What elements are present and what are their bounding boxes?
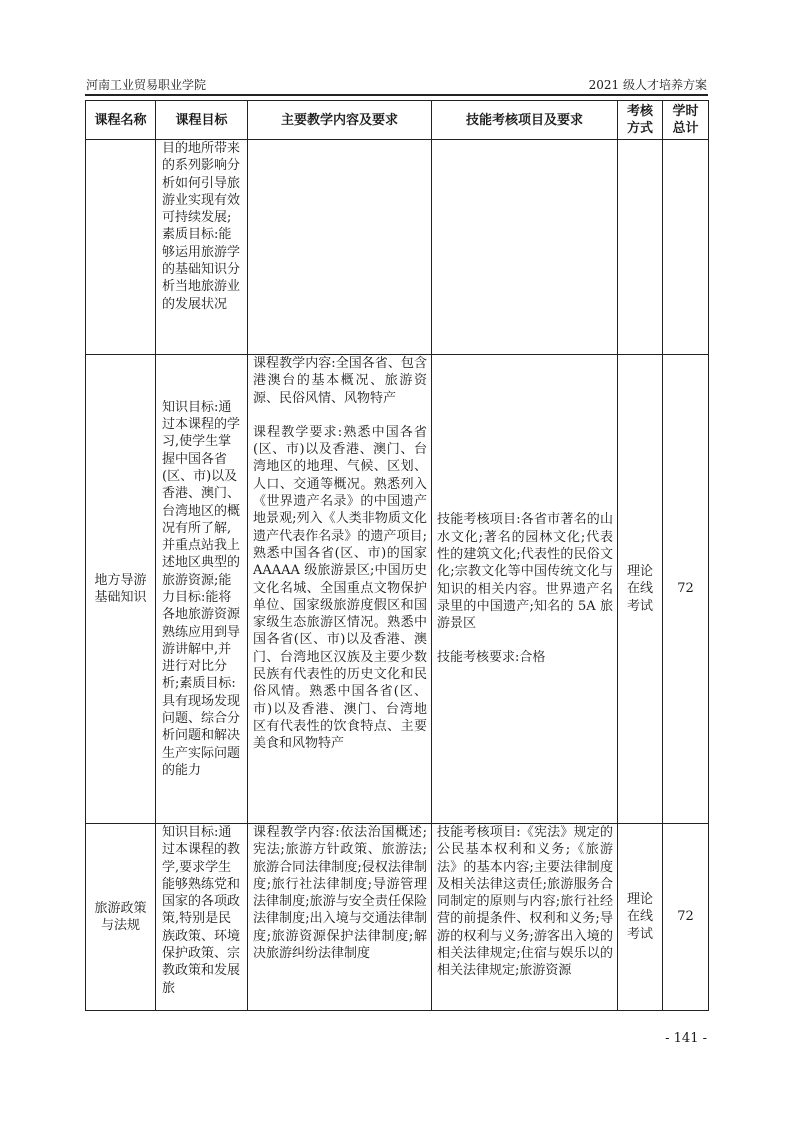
content-cell (248, 140, 432, 355)
hours-cell: 72 (663, 355, 709, 824)
column-header-method: 考核方式 (618, 101, 663, 140)
course-goal-cell: 知识目标:通过本课程的教学,要求学生能够熟练党和国家的各项政策,特别是民族政策、环境保护政策、宗教政策和发展旅 (156, 824, 248, 1011)
column-header-hours: 学时总计 (663, 101, 709, 140)
content-paragraph: 课程教学要求:熟悉中国各省(区、市)以及香港、澳门、台湾地区的地理、气候、区划、人口、交通等概况。熟悉列入《世界遗产名录》的中国遗产地景观;列入《人类非物质文化遗产代表作名录》的遗产项目;熟悉中国各省(区、市)的国家 AAAAA 级旅游景区;中国历史文化名城、全国重点文物保护单位、国家级旅游度假区和国家级生态旅游区情况。熟悉中国各省(区、市)以及香港、澳门、台湾地区汉族及主要少数民族有代表性的历史文化和民俗风情。熟悉中国各省(区、市)以及香港、澳门、台湾地区有代表性的饮食特点、主要美食和风物特产 (253, 424, 427, 752)
content-paragraph: 课程教学内容:依法治国概述;宪法;旅游方针政策、旅游法;旅游合同法律制度;侵权法律制度;旅行社法律制度;导游管理法律制度;旅游与安全责任保险法律制度;出入境与交通法律制度;旅游资源保护法律制度;解决旅游纠纷法律制度 (253, 825, 427, 962)
method-cell (618, 140, 663, 355)
method-cell: 理论在线考试 (618, 824, 663, 1011)
course-goal-cell: 知识目标:通过本课程的学习,使学生掌握中国各省(区、市)以及香港、澳门、台湾地区的概况有所了解,并重点站我上述地区典型的旅游资源;能力目标:能将各地旅游资源熟练应用到导游讲解中,并进行对比分析;素质目标:具有现场发现问题、综合分析问题和解决生产实际问题的能力 (156, 355, 248, 824)
column-header-course-goal: 课程目标 (156, 101, 248, 140)
course-name-cell (86, 140, 156, 355)
column-header-course-name: 课程名称 (86, 101, 156, 140)
header-document-title: 2021 级人才培养方案 (588, 78, 707, 92)
table-row (86, 824, 709, 1011)
page-number: - 141 - (665, 1031, 707, 1046)
curriculum-table (85, 100, 709, 1011)
skill-paragraph: 技能考核要求:合格 (437, 650, 546, 666)
column-header-content: 主要教学内容及要求 (248, 101, 432, 140)
course-name-cell: 地方导游基础知识 (86, 355, 156, 824)
skill-cell (432, 140, 618, 355)
hours-cell (663, 140, 709, 355)
table-row (86, 355, 709, 824)
skill-paragraph: 技能考核项目:各省市著名的山水文化;著名的园林文化;代表性的建筑文化;代表性的民俗文化;宗教文化等中国传统文化与知识的相关内容。世界遗产名录里的中国遗产;知名的 5A 旅游景区 (437, 512, 613, 632)
skill-cell (432, 355, 618, 824)
header-rule (85, 94, 708, 96)
table-row (86, 140, 709, 355)
content-cell (248, 355, 432, 824)
skill-cell (432, 824, 618, 1011)
hours-cell: 72 (663, 824, 709, 1011)
course-goal-cell: 目的地所带来的系列影响分析如何引导旅游业实现有效可持续发展;素质目标:能够运用旅游学的基础知识分析当地旅游业的发展状况 (156, 140, 248, 355)
method-cell: 理论在线考试 (618, 355, 663, 824)
column-header-skill: 技能考核项目及要求 (432, 101, 618, 140)
table-header-row (86, 101, 709, 140)
content-paragraph: 课程教学内容:全国各省、包含港澳台的基本概况、旅游资源、民俗风情、风物特产 (253, 356, 427, 406)
content-cell (248, 824, 432, 1011)
header-institution: 河南工业贸易职业学院 (86, 78, 207, 92)
course-name-cell: 旅游政策与法规 (86, 824, 156, 1011)
skill-paragraph: 技能考核项目:《宪法》规定的公民基本权利和义务;《旅游法》的基本内容;主要法律制度及相关法律这责任;旅游服务合同制定的原则与内容;旅行社经营的前提条件、权利和义务;导游的权利与义务;游客出入境的相关法律规定;住宿与娱乐以的相关法律规定;旅游资源 (437, 825, 613, 979)
